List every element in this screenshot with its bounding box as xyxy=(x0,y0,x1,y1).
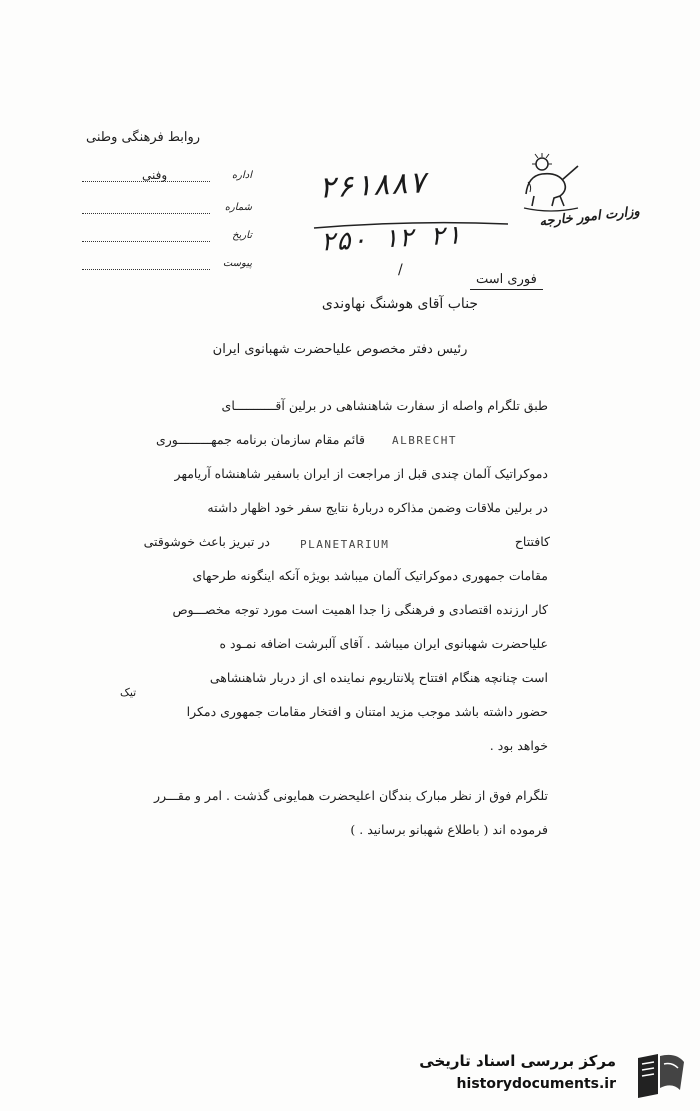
body-line: حضور داشته باشد موجب مزید امتنان و افتخار مقامات جمهوری دمکرا xyxy=(186,704,548,719)
latin-term-planetarium: PLANETARIUM xyxy=(300,538,390,551)
body-line: دموکراتیک آلمان چندی قبل از مراجعت از ایران باسفیر شاهنشاه آریامهر xyxy=(174,466,548,481)
ministry-name: وزارت امور خارجه xyxy=(538,204,641,230)
body-line: خواهد بود . xyxy=(489,738,548,753)
form-field-attachment xyxy=(72,256,252,276)
form-line xyxy=(82,269,210,270)
body-line: قائم مقام سازمان برنامه جمهـــــــــوری xyxy=(155,432,365,447)
latin-term-albrecht: ALBRECHT xyxy=(392,434,457,447)
form-field-office xyxy=(72,168,252,188)
watermark-url: historydocuments.ir xyxy=(456,1076,616,1092)
form-value-office: وفنی xyxy=(142,168,168,182)
archive-watermark xyxy=(418,1046,696,1104)
addressee-name: جناب آقای هوشنگ نهاوندی xyxy=(321,296,479,312)
form-field-number xyxy=(72,200,252,220)
reference-mark: / xyxy=(398,262,403,278)
lion-and-sun-emblem-icon xyxy=(518,152,584,214)
form-label-number: شماره xyxy=(224,202,252,213)
reference-date: ۲۵۰ ۱۲ ۲۱ xyxy=(319,220,462,258)
body-line: فرموده اند ( باطلاع شهبانو برسانید . ) xyxy=(350,822,548,837)
priority-stamp: فوری است xyxy=(470,272,543,290)
addressee-title: رئیس دفتر مخصوص علیاحضرت شهبانوی ایران xyxy=(212,342,468,357)
form-field-date xyxy=(72,228,252,248)
watermark-title: مرکز بررسی اسناد تاریخی xyxy=(419,1052,616,1070)
form-label-office: اداره xyxy=(231,170,252,181)
body-line: علیاحضرت شهبانوی ایران میباشد . آقای آلبرشت اضافه نمـود ه xyxy=(219,636,548,651)
body-line: کار ارزنده اقتصادی و فرهنگی زا جدا اهمیت است مورد توجه مخصـــوص xyxy=(172,602,548,617)
body-line: در برلین ملاقات وضمن مذاکره دربارۀ نتایج سفر خود اظهار داشته xyxy=(207,500,548,515)
department-name: روابط فرهنگی وطنی xyxy=(86,130,200,145)
form-line xyxy=(82,213,210,214)
body-line: در تبریز باعث خوشوقتی xyxy=(143,534,270,549)
form-label-attachment: پیوست xyxy=(222,258,252,269)
margin-note: تیک xyxy=(120,686,137,699)
form-line xyxy=(82,241,210,242)
reference-number: ۲۶۱۸۸۷ xyxy=(317,165,428,206)
archive-book-logo-icon xyxy=(628,1050,688,1100)
body-line: مقامات جمهوری دموکراتیک آلمان میباشد بویژه آنکه اینگونه طرحهای xyxy=(192,568,548,583)
body-line: است چنانچه هنگام افتتاح پلانتاریوم نماینده ای از دربار شاهنشاهی xyxy=(209,670,548,685)
form-label-date: تاریخ xyxy=(232,230,252,241)
body-line: طبق تلگرام واصله از سفارت شاهنشاهی در برلین آقـــــــــــای xyxy=(221,398,548,413)
body-line: تلگرام فوق از نظر مبارک بندگان اعلیحضرت همایونی گذشت . امر و مقـــرر xyxy=(154,788,548,803)
body-line: کافتتاح xyxy=(514,534,550,549)
